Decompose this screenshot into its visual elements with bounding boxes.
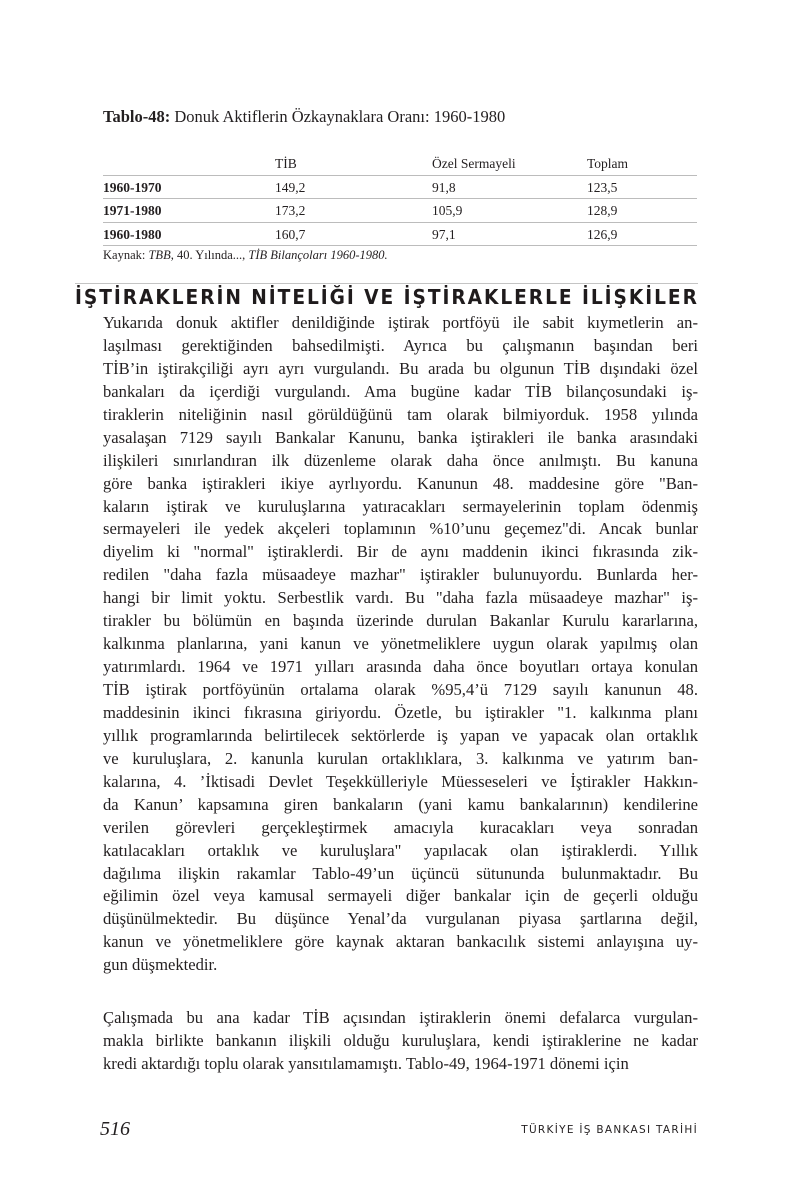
table-source xyxy=(103,248,388,263)
column-header-tib: TİB xyxy=(275,156,297,171)
text-line: kaların iştirak ve kuruluşlarına yatıracakları sermayelerinin toplam ödenmiş xyxy=(103,496,698,516)
text-line: Yukarıda donuk aktifler denildiğinde iştirak portföyü ile sabit kıymetlerin an- xyxy=(103,313,698,332)
cell-ozel: 97,1 xyxy=(432,226,456,242)
column-header-ozel: Özel Sermayeli xyxy=(432,156,516,171)
text-line: ilişkileri sınırlandıran ilk düzenleme olarak daha önce anılmıştı. Bu kanuna xyxy=(103,450,698,470)
text-line: laşılması gerektiğinden bahsedilmişti. Ayrıca bu çalışmanın başından beri xyxy=(103,335,698,355)
row-period: 1960-1970 xyxy=(103,180,162,195)
text-line: katılacakları ortaklık ve kuruluşlara" yapılacak olan iştiraklerdi. Yıllık xyxy=(103,840,698,860)
text-line: göre banka iştirakleri ikiye ayrlıyordu. Kanunun 48. maddesine göre "Ban- xyxy=(103,473,698,493)
cell-toplam: 128,9 xyxy=(587,203,618,219)
text-line: kalkınma planlarına, yani kanun ve yönetmeliklere uygun olarak yapılmış olan xyxy=(103,634,698,654)
cell-ozel: 105,9 xyxy=(432,203,463,219)
text-line: TİB iştirak portföyünün ortalama olarak %95,4’ü 7129 sayılı kanunun 48. xyxy=(103,680,698,699)
row-period: 1971-1980 xyxy=(103,203,162,219)
cell-toplam: 126,9 xyxy=(587,226,618,242)
source-publication: 40. Yılında..., xyxy=(176,248,246,262)
text-line: hangi bir limit yoktu. Serbestlik vardı. Bu "daha fazla müsaadeye mazhar" iş- xyxy=(103,588,698,608)
text-line: tirakler bu bölümün en başında üzerinde durulan Bakanlar Kurulu kararlarına, xyxy=(103,611,698,631)
section-divider xyxy=(75,283,698,284)
table-header-row xyxy=(103,152,697,176)
cell-tib: 149,2 xyxy=(275,180,306,195)
table-row xyxy=(103,199,697,222)
section-heading: İŞTİRAKLERİN NİTELİĞİ VE İŞTİRAKLERLE İLİŞKİLER xyxy=(75,285,699,309)
table-caption xyxy=(103,107,505,127)
text-line: diyelim ki "normal" iştiraklerdi. Bir de aynı maddenin ikinci fıkrasında zik- xyxy=(103,542,698,562)
text-line: verilen görevleri gerçekleştirmek amacıyla kuracakları veya sonradan xyxy=(103,817,698,837)
text-line: dağılıma ilişkin rakamlar Tablo-49’un üçüncü sütununda bulunmaktadır. Bu xyxy=(103,863,698,883)
cell-tib: 173,2 xyxy=(275,203,306,219)
text-line: Çalışmada bu ana kadar TİB açısından iştiraklerin önemi defalarca vurgulan- xyxy=(103,1008,698,1027)
text-line: makla birlikte bankanın ilişkili olduğu kuruluşlara, kendi iştiraklerine ne kadar xyxy=(103,1030,698,1050)
text-line: redilen "daha fazla müsaadeye mazhar" iştirakler bulunuyordu. Bunlarda her- xyxy=(103,565,698,585)
text-line: yatırımlardı. 1964 ve 1971 yılları arasında daha önce boyutları ortaya konulan xyxy=(103,657,698,677)
page-number: 516 xyxy=(100,1118,130,1140)
table-row xyxy=(103,223,697,246)
source-publisher: TBB, xyxy=(148,248,174,262)
text-line: yıllık programlarında belirtilecek sektörlerde iş yapan ve yapacak olan ortaklık xyxy=(103,725,698,745)
table-row xyxy=(103,176,697,199)
cell-ozel: 91,8 xyxy=(432,180,456,195)
source-label: Kaynak: xyxy=(103,248,146,262)
cell-tib: 160,7 xyxy=(275,226,306,242)
paragraph-1 xyxy=(103,312,698,977)
table-caption-title: Donuk Aktiflerin Özkaynaklara Oranı: 1960-1980 xyxy=(174,107,506,126)
text-line: sermayeleri ile yedek akçeleri toplamının %10’unu geçemez"di. Ancak bunlar xyxy=(103,519,698,539)
cell-toplam: 123,5 xyxy=(587,180,618,195)
text-line: da Kanun’ kapsamına giren bankaların (yani kamu bankalarının) kendilerine xyxy=(103,794,698,814)
row-period: 1960-1980 xyxy=(103,226,162,242)
text-line: düşünülmektedir. Bu düşünce Yenal’da vurgulanan piyasa şartlarına değil, xyxy=(103,909,698,929)
text-line: TİB’in iştirakçiliği ayrı ayrı vurgulandı. Bu arada bu olgunun TİB dışındaki özel xyxy=(103,358,698,378)
text-line: bankaları da içerdiği vurgulandı. Ama bugüne kadar TİB bilançosundaki iş- xyxy=(103,381,698,401)
column-header-toplam: Toplam xyxy=(587,156,629,171)
text-line: ve kuruluşlara, 2. kanunla kurulan ortaklıklara, 3. kalkınma ve yatırım ban- xyxy=(103,748,698,768)
text-line: kanun ve yönetmeliklere göre kaynak aktaran bankacılık sistemi anlayışına uy- xyxy=(103,932,698,952)
ratio-table xyxy=(103,152,697,246)
text-line: kalarına, 4. ’İktisadi Devlet Teşekkülleriyle Müesseseleri ve İştirakler Hakkın- xyxy=(103,771,698,791)
text-line: eğilimin özel veya kamusal sermayeli diğer bankalar için de geçerli olduğu xyxy=(103,886,698,906)
text-line: tiraklerin niteliğinin nasıl görüldüğünü tam olarak bilmiyorduk. 1958 yılında xyxy=(103,404,698,424)
paragraph-2 xyxy=(103,1007,698,1076)
text-line: maddesinin ikinci fıkrasına giriyordu. Özetle, bu iştirakler "1. kalkınma planı xyxy=(103,702,698,722)
text-line: kredi aktardığı toplu olarak yansıtılamamıştı. Tablo-49, 1964-1971 dönemi için xyxy=(103,1053,629,1073)
source-document: TİB Bilançoları 1960-1980. xyxy=(248,248,388,262)
text-line: gun düşmektedir. xyxy=(103,955,218,975)
table-caption-label: Tablo-48: xyxy=(103,107,171,126)
text-line: yasalaşan 7129 sayılı Bankalar Kanunu, banka iştirakleri ile banka arasındaki xyxy=(103,427,698,447)
running-title: TÜRKİYE İŞ BANKASI TARİHİ xyxy=(521,1124,698,1136)
